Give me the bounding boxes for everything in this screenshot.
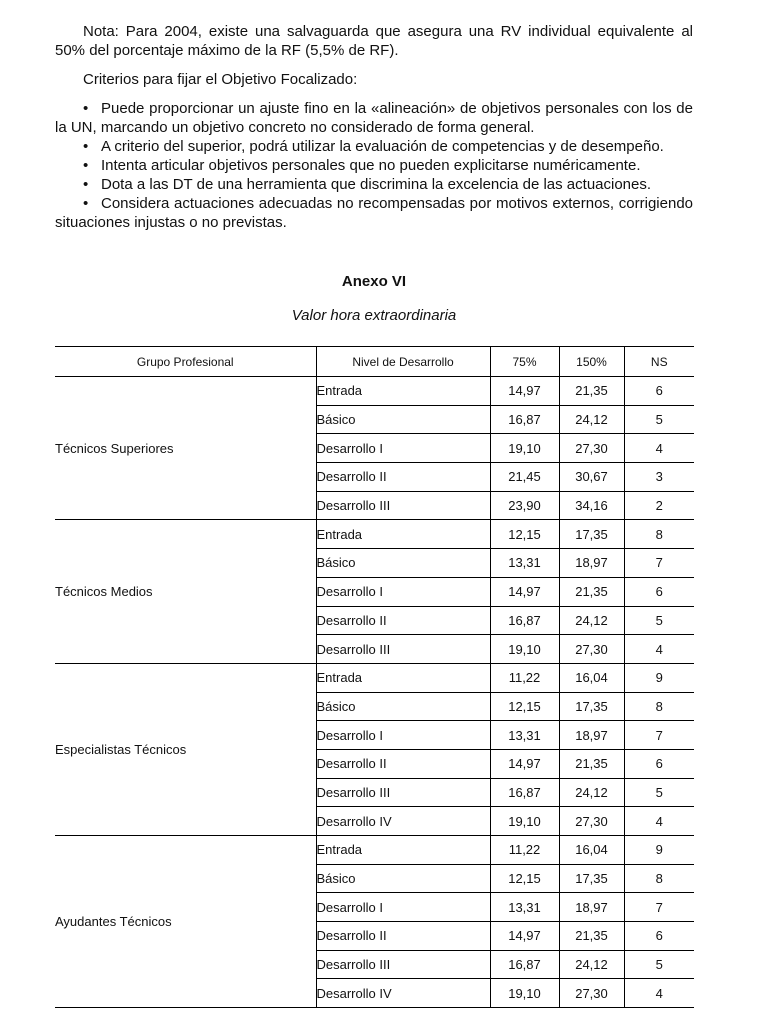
rate-150-cell: 18,97 (559, 893, 624, 922)
rate-150-cell: 27,30 (559, 807, 624, 836)
ns-cell: 6 (624, 922, 694, 951)
ns-cell: 5 (624, 778, 694, 807)
table-row (55, 377, 694, 406)
rate-150-cell: 27,30 (559, 979, 624, 1008)
overtime-rate-table (55, 346, 694, 1008)
rate-75-cell: 16,87 (490, 606, 559, 635)
rate-75-cell: 19,10 (490, 635, 559, 664)
header-75: 75% (490, 347, 559, 377)
list-item: • Intenta articular objetivos personales que no pueden explicitarse numéricamente. (83, 157, 641, 174)
group-name-cell: Técnicos Superiores (55, 377, 316, 520)
annex-title: Anexo VI (341, 273, 407, 290)
level-cell: Desarrollo I (316, 893, 490, 922)
header-ns: NS (624, 347, 694, 377)
group-name-cell: Técnicos Medios (55, 520, 316, 663)
ns-cell: 9 (624, 663, 694, 692)
rate-75-cell: 13,31 (490, 721, 559, 750)
rate-150-cell: 16,04 (559, 836, 624, 865)
table-row (55, 663, 694, 692)
group-name-cell: Ayudantes Técnicos (55, 836, 316, 1008)
rate-150-cell: 30,67 (559, 463, 624, 492)
ns-cell: 4 (624, 979, 694, 1008)
list-item: • Considera actuaciones adecuadas no recompensadas por motivos externos, corrigiendo situaciones injustas o no previstas. (55, 195, 693, 231)
rate-75-cell: 16,87 (490, 950, 559, 979)
level-cell: Desarrollo III (316, 635, 490, 664)
nota-paragraph: Nota: Para 2004, existe una salvaguarda que asegura una RV individual equivalente al 50% del porcentaje máximo de la RF (5,5% de RF). (55, 23, 693, 59)
rate-150-cell: 17,35 (559, 692, 624, 721)
level-cell: Entrada (316, 377, 490, 406)
level-cell: Básico (316, 549, 490, 578)
level-cell: Entrada (316, 520, 490, 549)
annex-subtitle: Valor hora extraordinaria (291, 307, 457, 324)
rate-150-cell: 21,35 (559, 922, 624, 951)
rate-150-cell: 21,35 (559, 377, 624, 406)
rate-75-cell: 13,31 (490, 893, 559, 922)
rate-75-cell: 12,15 (490, 520, 559, 549)
ns-cell: 5 (624, 606, 694, 635)
ns-cell: 7 (624, 893, 694, 922)
level-cell: Desarrollo II (316, 606, 490, 635)
rate-150-cell: 17,35 (559, 520, 624, 549)
rate-75-cell: 16,87 (490, 405, 559, 434)
level-cell: Desarrollo IV (316, 807, 490, 836)
rate-75-cell: 16,87 (490, 778, 559, 807)
rate-150-cell: 24,12 (559, 778, 624, 807)
criterios-list (55, 99, 693, 232)
document-text (55, 22, 693, 232)
table-row (55, 520, 694, 549)
ns-cell: 2 (624, 491, 694, 520)
rate-150-cell: 21,35 (559, 577, 624, 606)
ns-cell: 9 (624, 836, 694, 865)
rate-150-cell: 24,12 (559, 405, 624, 434)
level-cell: Desarrollo I (316, 721, 490, 750)
level-cell: Desarrollo III (316, 950, 490, 979)
level-cell: Desarrollo I (316, 434, 490, 463)
bullet-icon: • (83, 176, 89, 193)
table-header-row (55, 347, 694, 377)
ns-cell: 4 (624, 434, 694, 463)
rate-75-cell: 23,90 (490, 491, 559, 520)
ns-cell: 8 (624, 864, 694, 893)
rate-75-cell: 14,97 (490, 922, 559, 951)
rate-75-cell: 11,22 (490, 663, 559, 692)
bullet-icon: • (83, 100, 89, 117)
level-cell: Desarrollo III (316, 491, 490, 520)
rate-150-cell: 27,30 (559, 434, 624, 463)
ns-cell: 5 (624, 950, 694, 979)
header-grupo-profesional: Grupo Profesional (55, 347, 316, 377)
list-item: • Dota a las DT de una herramienta que discrimina la excelencia de las actuaciones. (83, 176, 652, 193)
ns-cell: 6 (624, 377, 694, 406)
ns-cell: 4 (624, 635, 694, 664)
rate-75-cell: 11,22 (490, 836, 559, 865)
group-name-cell: Especialistas Técnicos (55, 663, 316, 835)
ns-cell: 6 (624, 749, 694, 778)
list-item: • Puede proporcionar un ajuste fino en la «alineación» de objetivos personales con los de la UN, marcando un objetivo concreto no considerado de forma general. (55, 100, 693, 136)
header-150: 150% (559, 347, 624, 377)
list-item: • A criterio del superior, podrá utilizar la evaluación de competencias y de desempeño. (83, 138, 664, 155)
rate-75-cell: 14,97 (490, 577, 559, 606)
table-body (55, 377, 694, 1008)
rate-150-cell: 21,35 (559, 749, 624, 778)
criterios-heading: Criterios para fijar el Objetivo Focalizado: (83, 71, 358, 88)
rate-75-cell: 12,15 (490, 864, 559, 893)
ns-cell: 7 (624, 549, 694, 578)
rate-150-cell: 16,04 (559, 663, 624, 692)
ns-cell: 8 (624, 692, 694, 721)
rate-75-cell: 12,15 (490, 692, 559, 721)
rate-75-cell: 14,97 (490, 749, 559, 778)
level-cell: Básico (316, 692, 490, 721)
ns-cell: 7 (624, 721, 694, 750)
rate-150-cell: 18,97 (559, 721, 624, 750)
rate-75-cell: 21,45 (490, 463, 559, 492)
rate-75-cell: 13,31 (490, 549, 559, 578)
rate-150-cell: 27,30 (559, 635, 624, 664)
rate-75-cell: 14,97 (490, 377, 559, 406)
rate-150-cell: 24,12 (559, 606, 624, 635)
level-cell: Desarrollo II (316, 749, 490, 778)
ns-cell: 8 (624, 520, 694, 549)
level-cell: Desarrollo I (316, 577, 490, 606)
ns-cell: 5 (624, 405, 694, 434)
level-cell: Desarrollo III (316, 778, 490, 807)
ns-cell: 3 (624, 463, 694, 492)
ns-cell: 4 (624, 807, 694, 836)
rate-150-cell: 34,16 (559, 491, 624, 520)
rate-75-cell: 19,10 (490, 807, 559, 836)
rate-150-cell: 24,12 (559, 950, 624, 979)
level-cell: Básico (316, 405, 490, 434)
bullet-icon: • (83, 195, 89, 212)
level-cell: Desarrollo IV (316, 979, 490, 1008)
rate-75-cell: 19,10 (490, 434, 559, 463)
ns-cell: 6 (624, 577, 694, 606)
header-nivel-desarrollo: Nivel de Desarrollo (316, 347, 490, 377)
bullet-icon: • (83, 157, 89, 174)
level-cell: Básico (316, 864, 490, 893)
rate-75-cell: 19,10 (490, 979, 559, 1008)
rate-150-cell: 18,97 (559, 549, 624, 578)
rate-150-cell: 17,35 (559, 864, 624, 893)
level-cell: Desarrollo II (316, 463, 490, 492)
level-cell: Entrada (316, 663, 490, 692)
level-cell: Desarrollo II (316, 922, 490, 951)
bullet-icon: • (83, 138, 89, 155)
table-row (55, 836, 694, 865)
level-cell: Entrada (316, 836, 490, 865)
